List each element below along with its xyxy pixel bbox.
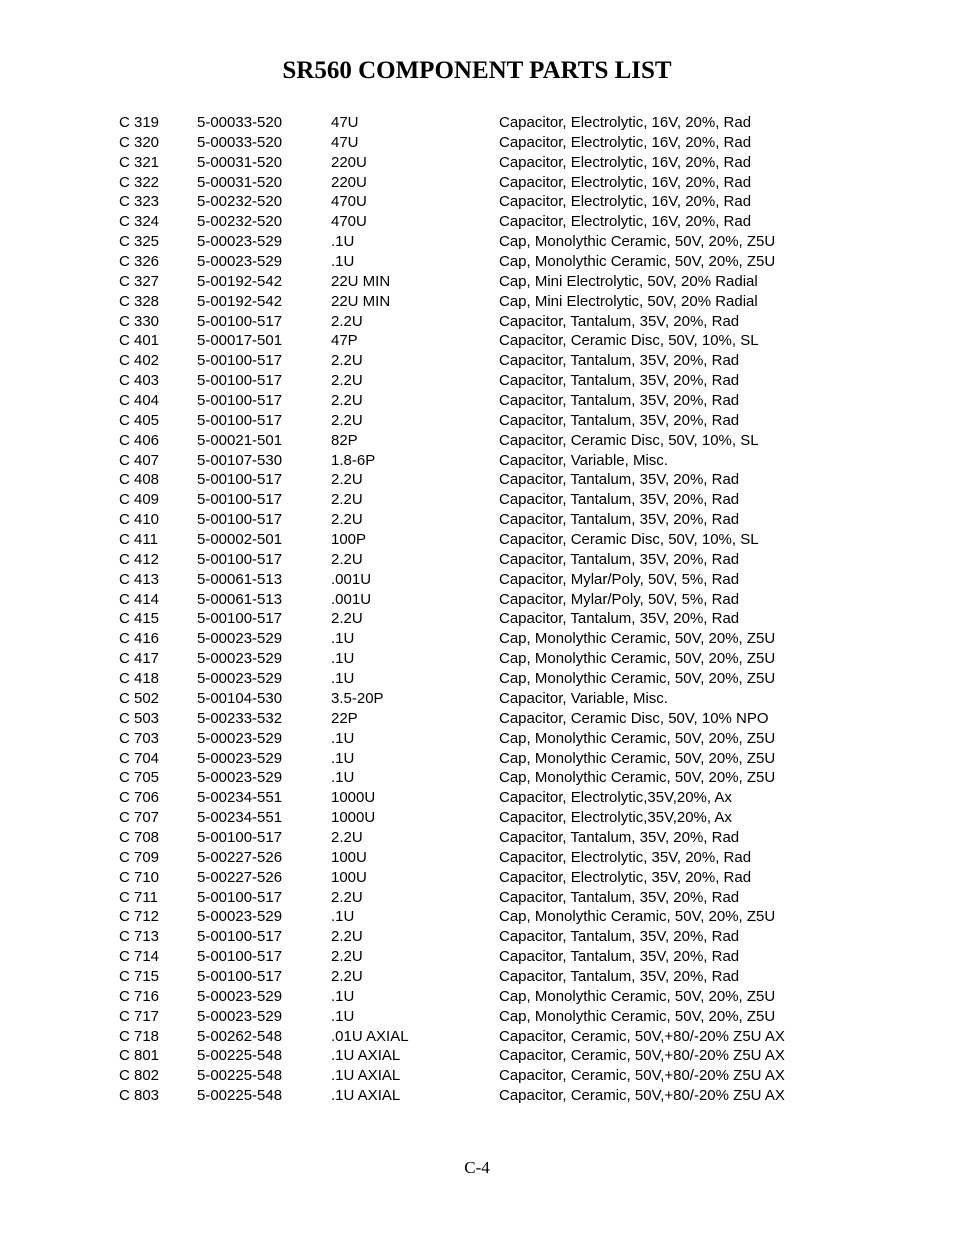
reference-designator: C 703 xyxy=(119,729,160,747)
part-number: 5-00100-517 xyxy=(197,392,283,410)
component-value: .1U xyxy=(331,1007,355,1025)
reference-designator: C 704 xyxy=(119,749,160,767)
parts-row xyxy=(119,212,859,232)
reference-designator: C 708 xyxy=(119,828,160,846)
component-description: Cap, Monolythic Ceramic, 50V, 20%, Z5U xyxy=(499,769,776,787)
component-description: Capacitor, Tantalum, 35V, 20%, Rad xyxy=(499,928,740,946)
reference-designator: C 321 xyxy=(119,153,160,171)
parts-row xyxy=(119,1007,859,1027)
component-description: Capacitor, Electrolytic, 16V, 20%, Rad xyxy=(499,193,752,211)
component-value: 2.2U xyxy=(331,511,363,529)
part-number: 5-00023-529 xyxy=(197,729,283,747)
part-number: 5-00262-548 xyxy=(197,1027,283,1045)
parts-row xyxy=(119,1046,859,1066)
part-number: 5-00031-520 xyxy=(197,173,283,191)
parts-row xyxy=(119,749,859,769)
part-number: 5-00100-517 xyxy=(197,828,283,846)
component-value: 22U MIN xyxy=(331,292,391,310)
part-number: 5-00033-520 xyxy=(197,114,283,131)
reference-designator: C 402 xyxy=(119,352,160,370)
parts-row xyxy=(119,312,859,332)
component-value: .1U xyxy=(331,769,355,787)
component-value: 2.2U xyxy=(331,888,363,906)
part-number: 5-00023-529 xyxy=(197,233,283,251)
part-number: 5-00225-548 xyxy=(197,1067,283,1085)
reference-designator: C 416 xyxy=(119,630,160,648)
parts-row xyxy=(119,987,859,1007)
parts-row xyxy=(119,272,859,292)
reference-designator: C 715 xyxy=(119,967,160,985)
part-number: 5-00023-529 xyxy=(197,670,283,688)
parts-row xyxy=(119,391,859,411)
parts-row xyxy=(119,192,859,212)
part-number: 5-00100-517 xyxy=(197,471,283,489)
component-description: Cap, Monolythic Ceramic, 50V, 20%, Z5U xyxy=(499,630,776,648)
parts-row xyxy=(119,490,859,510)
component-description: Cap, Monolythic Ceramic, 50V, 20%, Z5U xyxy=(499,670,776,688)
part-number: 5-00192-542 xyxy=(197,292,283,310)
part-number: 5-00225-548 xyxy=(197,1047,283,1065)
component-description: Capacitor, Ceramic Disc, 50V, 10%, SL xyxy=(499,531,759,549)
reference-designator: C 408 xyxy=(119,471,160,489)
component-description: Capacitor, Variable, Misc. xyxy=(499,451,668,469)
component-value: .001U xyxy=(331,570,372,588)
component-value: 2.2U xyxy=(331,828,363,846)
component-value: 2.2U xyxy=(331,312,363,330)
component-value: .1U xyxy=(331,253,355,271)
reference-designator: C 706 xyxy=(119,789,160,807)
reference-designator: C 405 xyxy=(119,411,160,429)
part-number: 5-00023-529 xyxy=(197,1007,283,1025)
parts-row xyxy=(119,888,859,908)
parts-row xyxy=(119,927,859,947)
parts-row xyxy=(119,1027,859,1047)
reference-designator: C 410 xyxy=(119,511,160,529)
component-value: 3.5-20P xyxy=(331,689,384,707)
parts-row xyxy=(119,351,859,371)
component-value: 2.2U xyxy=(331,610,363,628)
reference-designator: C 407 xyxy=(119,451,160,469)
component-description: Cap, Monolythic Ceramic, 50V, 20%, Z5U xyxy=(499,908,776,926)
parts-row xyxy=(119,669,859,689)
reference-designator: C 711 xyxy=(119,888,158,906)
reference-designator: C 330 xyxy=(119,312,160,330)
component-value: 2.2U xyxy=(331,948,363,966)
component-description: Capacitor, Mylar/Poly, 50V, 5%, Rad xyxy=(499,590,740,608)
component-value: 1000U xyxy=(331,789,376,807)
reference-designator: C 323 xyxy=(119,193,160,211)
part-number: 5-00023-529 xyxy=(197,650,283,668)
parts-row xyxy=(119,570,859,590)
parts-row xyxy=(119,947,859,967)
page-number: C-4 xyxy=(464,1158,490,1177)
component-description: Capacitor, Tantalum, 35V, 20%, Rad xyxy=(499,372,740,390)
reference-designator: C 502 xyxy=(119,689,160,707)
part-number: 5-00002-501 xyxy=(197,531,283,549)
component-value: .1U xyxy=(331,749,355,767)
part-number: 5-00023-529 xyxy=(197,987,283,1005)
part-number: 5-00021-501 xyxy=(197,431,283,449)
component-description: Capacitor, Tantalum, 35V, 20%, Rad xyxy=(499,392,740,410)
parts-row xyxy=(119,371,859,391)
reference-designator: C 709 xyxy=(119,848,160,866)
parts-row xyxy=(119,331,859,351)
component-description: Capacitor, Tantalum, 35V, 20%, Rad xyxy=(499,312,740,330)
part-number: 5-00100-517 xyxy=(197,491,283,509)
component-value: 82P xyxy=(331,431,358,449)
part-number: 5-00100-517 xyxy=(197,372,283,390)
reference-designator: C 418 xyxy=(119,670,160,688)
parts-row xyxy=(119,967,859,987)
part-number: 5-00023-529 xyxy=(197,630,283,648)
component-description: Cap, Monolythic Ceramic, 50V, 20%, Z5U xyxy=(499,253,776,271)
reference-designator: C 413 xyxy=(119,570,160,588)
component-value: .1U xyxy=(331,650,355,668)
component-value: .1U xyxy=(331,670,355,688)
reference-designator: C 406 xyxy=(119,431,160,449)
parts-row xyxy=(119,907,859,927)
reference-designator: C 716 xyxy=(119,987,160,1005)
component-description: Capacitor, Tantalum, 35V, 20%, Rad xyxy=(499,471,740,489)
component-description: Cap, Monolythic Ceramic, 50V, 20%, Z5U xyxy=(499,650,776,668)
component-value: 47P xyxy=(331,332,358,350)
component-description: Capacitor, Ceramic Disc, 50V, 10%, SL xyxy=(499,332,759,350)
component-value: .1U xyxy=(331,233,355,251)
component-value: 1000U xyxy=(331,809,376,827)
parts-row xyxy=(119,133,859,153)
reference-designator: C 503 xyxy=(119,709,160,727)
component-value: .1U xyxy=(331,987,355,1005)
component-description: Capacitor, Tantalum, 35V, 20%, Rad xyxy=(499,491,740,509)
part-number: 5-00100-517 xyxy=(197,411,283,429)
component-value: 220U xyxy=(331,153,367,171)
component-description: Cap, Monolythic Ceramic, 50V, 20%, Z5U xyxy=(499,233,776,251)
part-number: 5-00023-529 xyxy=(197,749,283,767)
part-number: 5-00061-513 xyxy=(197,590,283,608)
reference-designator: C 707 xyxy=(119,809,160,827)
component-value: 2.2U xyxy=(331,550,363,568)
component-description: Capacitor, Ceramic Disc, 50V, 10%, SL xyxy=(499,431,759,449)
parts-row xyxy=(119,1086,859,1106)
component-description: Cap, Monolythic Ceramic, 50V, 20%, Z5U xyxy=(499,1007,776,1025)
parts-row xyxy=(119,649,859,669)
parts-row xyxy=(119,848,859,868)
component-description: Capacitor, Tantalum, 35V, 20%, Rad xyxy=(499,888,740,906)
part-number: 5-00100-517 xyxy=(197,312,283,330)
part-number: 5-00031-520 xyxy=(197,153,283,171)
reference-designator: C 412 xyxy=(119,550,160,568)
parts-row xyxy=(119,1066,859,1086)
component-description: Capacitor, Ceramic, 50V,+80/-20% Z5U AX xyxy=(499,1087,785,1105)
reference-designator: C 320 xyxy=(119,133,160,151)
component-description: Capacitor, Tantalum, 35V, 20%, Rad xyxy=(499,550,740,568)
component-description: Capacitor, Tantalum, 35V, 20%, Rad xyxy=(499,411,740,429)
reference-designator: C 401 xyxy=(119,332,160,350)
component-value: 2.2U xyxy=(331,392,363,410)
component-description: Capacitor, Tantalum, 35V, 20%, Rad xyxy=(499,828,740,846)
parts-row xyxy=(119,451,859,471)
part-number: 5-00100-517 xyxy=(197,928,283,946)
reference-designator: C 801 xyxy=(119,1047,160,1065)
reference-designator: C 417 xyxy=(119,650,160,668)
part-number: 5-00100-517 xyxy=(197,511,283,529)
component-value: .01U AXIAL xyxy=(331,1027,409,1045)
part-number: 5-00104-530 xyxy=(197,689,283,707)
component-value: .1U AXIAL xyxy=(331,1087,401,1105)
component-value: 2.2U xyxy=(331,352,363,370)
part-number: 5-00061-513 xyxy=(197,570,283,588)
part-number: 5-00100-517 xyxy=(197,352,283,370)
parts-row xyxy=(119,709,859,729)
part-number: 5-00192-542 xyxy=(197,272,283,290)
component-description: Capacitor, Electrolytic, 35V, 20%, Rad xyxy=(499,848,752,866)
component-value: 2.2U xyxy=(331,411,363,429)
component-description: Capacitor, Variable, Misc. xyxy=(499,689,668,707)
component-description: Capacitor, Ceramic Disc, 50V, 10% NPO xyxy=(499,709,769,727)
component-description: Cap, Monolythic Ceramic, 50V, 20%, Z5U xyxy=(499,729,776,747)
component-description: Capacitor, Electrolytic,35V,20%, Ax xyxy=(499,789,732,807)
component-value: 100U xyxy=(331,868,367,886)
parts-row xyxy=(119,768,859,788)
part-number: 5-00107-530 xyxy=(197,451,283,469)
component-description: Capacitor, Ceramic, 50V,+80/-20% Z5U AX xyxy=(499,1067,785,1085)
part-number: 5-00023-529 xyxy=(197,908,283,926)
component-value: 2.2U xyxy=(331,967,363,985)
component-description: Capacitor, Electrolytic, 35V, 20%, Rad xyxy=(499,868,752,886)
part-number: 5-00227-526 xyxy=(197,868,283,886)
reference-designator: C 409 xyxy=(119,491,160,509)
part-number: 5-00232-520 xyxy=(197,213,283,231)
part-number: 5-00232-520 xyxy=(197,193,283,211)
component-description: Cap, Monolythic Ceramic, 50V, 20%, Z5U xyxy=(499,749,776,767)
reference-designator: C 327 xyxy=(119,272,160,290)
part-number: 5-00225-548 xyxy=(197,1087,283,1105)
component-description: Cap, Monolythic Ceramic, 50V, 20%, Z5U xyxy=(499,987,776,1005)
component-value: 2.2U xyxy=(331,471,363,489)
reference-designator: C 328 xyxy=(119,292,160,310)
parts-row xyxy=(119,470,859,490)
parts-row xyxy=(119,550,859,570)
parts-row xyxy=(119,868,859,888)
parts-row xyxy=(119,808,859,828)
reference-designator: C 414 xyxy=(119,590,160,608)
component-value: .1U xyxy=(331,908,355,926)
component-value: 47U xyxy=(331,133,359,151)
reference-designator: C 326 xyxy=(119,253,160,271)
part-number: 5-00100-517 xyxy=(197,948,283,966)
parts-row xyxy=(119,292,859,312)
part-number: 5-00234-551 xyxy=(197,789,283,807)
parts-row xyxy=(119,629,859,649)
parts-row xyxy=(119,431,859,451)
reference-designator: C 322 xyxy=(119,173,160,191)
component-description: Cap, Mini Electrolytic, 50V, 20% Radial xyxy=(499,272,758,290)
parts-row xyxy=(119,411,859,431)
component-value: 2.2U xyxy=(331,491,363,509)
parts-row xyxy=(119,729,859,749)
part-number: 5-00100-517 xyxy=(197,610,283,628)
component-value: .001U xyxy=(331,590,372,608)
reference-designator: C 717 xyxy=(119,1007,160,1025)
parts-row xyxy=(119,828,859,848)
parts-row xyxy=(119,252,859,272)
reference-designator: C 710 xyxy=(119,868,160,886)
part-number: 5-00033-520 xyxy=(197,133,283,151)
reference-designator: C 714 xyxy=(119,948,160,966)
component-value: 470U xyxy=(331,213,367,231)
reference-designator: C 705 xyxy=(119,769,160,787)
component-description: Capacitor, Ceramic, 50V,+80/-20% Z5U AX xyxy=(499,1027,785,1045)
reference-designator: C 403 xyxy=(119,372,160,390)
component-value: .1U AXIAL xyxy=(331,1067,401,1085)
component-value: 220U xyxy=(331,173,367,191)
component-description: Capacitor, Tantalum, 35V, 20%, Rad xyxy=(499,967,740,985)
component-value: .1U xyxy=(331,630,355,648)
component-value: 47U xyxy=(331,114,359,131)
part-number: 5-00100-517 xyxy=(197,550,283,568)
reference-designator: C 324 xyxy=(119,213,160,231)
component-value: 1.8-6P xyxy=(331,451,376,469)
parts-row xyxy=(119,590,859,610)
part-number: 5-00017-501 xyxy=(197,332,283,350)
reference-designator: C 325 xyxy=(119,233,160,251)
parts-row xyxy=(119,609,859,629)
part-number: 5-00233-532 xyxy=(197,709,283,727)
component-description: Capacitor, Tantalum, 35V, 20%, Rad xyxy=(499,511,740,529)
part-number: 5-00227-526 xyxy=(197,848,283,866)
component-description: Capacitor, Electrolytic, 16V, 20%, Rad xyxy=(499,114,752,131)
component-description: Capacitor, Mylar/Poly, 50V, 5%, Rad xyxy=(499,570,740,588)
part-number: 5-00023-529 xyxy=(197,253,283,271)
component-description: Capacitor, Electrolytic, 16V, 20%, Rad xyxy=(499,213,752,231)
reference-designator: C 404 xyxy=(119,392,160,410)
component-value: 2.2U xyxy=(331,928,363,946)
reference-designator: C 803 xyxy=(119,1087,160,1105)
parts-row xyxy=(119,689,859,709)
component-description: Capacitor, Electrolytic, 16V, 20%, Rad xyxy=(499,133,752,151)
reference-designator: C 712 xyxy=(119,908,160,926)
reference-designator: C 802 xyxy=(119,1067,160,1085)
parts-row xyxy=(119,232,859,252)
reference-designator: C 411 xyxy=(119,531,158,549)
component-description: Capacitor, Tantalum, 35V, 20%, Rad xyxy=(499,352,740,370)
component-value: .1U AXIAL xyxy=(331,1047,401,1065)
component-value: .1U xyxy=(331,729,355,747)
component-value: 22U MIN xyxy=(331,272,391,290)
parts-list xyxy=(119,113,859,1106)
parts-row xyxy=(119,113,859,133)
component-value: 100U xyxy=(331,848,367,866)
component-description: Capacitor, Tantalum, 35V, 20%, Rad xyxy=(499,948,740,966)
component-value: 100P xyxy=(331,531,367,549)
part-number: 5-00234-551 xyxy=(197,809,283,827)
part-number: 5-00100-517 xyxy=(197,888,283,906)
page-title: SR560 COMPONENT PARTS LIST xyxy=(282,57,672,84)
component-description: Capacitor, Electrolytic, 16V, 20%, Rad xyxy=(499,153,752,171)
component-description: Cap, Mini Electrolytic, 50V, 20% Radial xyxy=(499,292,758,310)
reference-designator: C 713 xyxy=(119,928,160,946)
parts-row xyxy=(119,788,859,808)
component-description: Capacitor, Tantalum, 35V, 20%, Rad xyxy=(499,610,740,628)
reference-designator: C 718 xyxy=(119,1027,160,1045)
component-description: Capacitor, Electrolytic, 16V, 20%, Rad xyxy=(499,173,752,191)
parts-row xyxy=(119,530,859,550)
parts-row xyxy=(119,173,859,193)
component-value: 2.2U xyxy=(331,372,363,390)
component-description: Capacitor, Electrolytic,35V,20%, Ax xyxy=(499,809,732,827)
component-description: Capacitor, Ceramic, 50V,+80/-20% Z5U AX xyxy=(499,1047,785,1065)
part-number: 5-00100-517 xyxy=(197,967,283,985)
component-value: 470U xyxy=(331,193,367,211)
reference-designator: C 319 xyxy=(119,114,160,131)
parts-row xyxy=(119,510,859,530)
part-number: 5-00023-529 xyxy=(197,769,283,787)
component-value: 22P xyxy=(331,709,358,727)
reference-designator: C 415 xyxy=(119,610,160,628)
parts-row xyxy=(119,153,859,173)
